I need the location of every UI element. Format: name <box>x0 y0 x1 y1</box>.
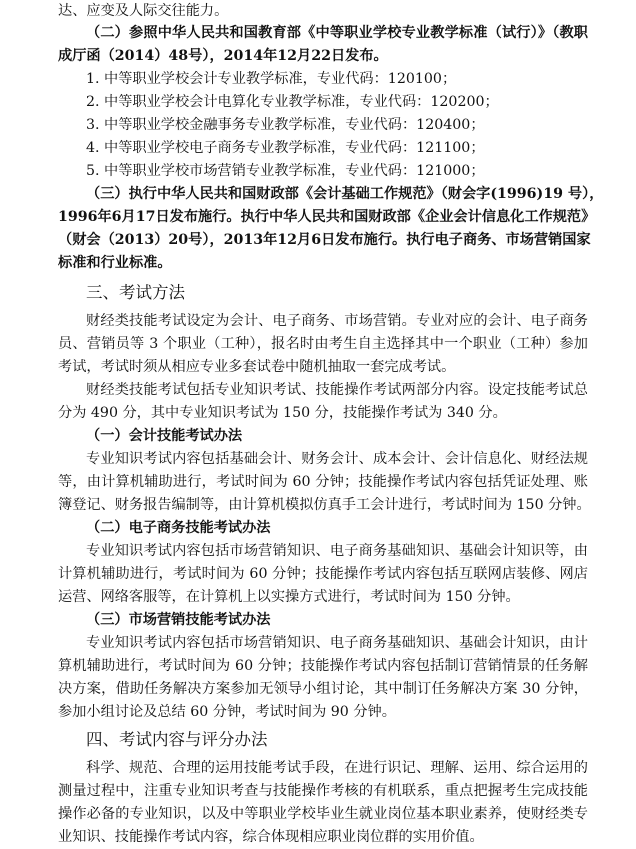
exam-content-p1-line-4: 业知识、技能操作考试内容，综合体现相应职业岗位群的实用价值。 <box>58 829 484 845</box>
accounting-exam-heading: （一）会计技能考试办法 <box>86 428 243 444</box>
standard-item-1: 1. 中等职业学校会计专业教学标准，专业代码：120100； <box>86 71 457 87</box>
section-3-heading-line-3: （财会（2013）20号），2013年12月6日发布施行。执行电子商务、市场营销国家 <box>58 232 591 248</box>
text-line: 达、应变及人际交往能力。 <box>58 3 229 19</box>
accounting-exam-line-1: 专业知识考试内容包括基础会计、财务会计、成本会计、会计信息化、财经法规 <box>86 451 588 467</box>
exam-content-heading: 四、考试内容与评分办法 <box>86 730 268 749</box>
standard-item-3: 3. 中等职业学校金融事务专业教学标准，专业代码：120400； <box>86 117 485 133</box>
exam-method-p1-line-3: 考试，考试时须从相应专业多套试卷中随机抽取一套完成考试。 <box>58 359 456 375</box>
ecommerce-exam-heading: （二）电子商务技能考试办法 <box>86 520 271 536</box>
ecommerce-exam-line-1: 专业知识考试内容包括市场营销知识、电子商务基础知识、基础会计知识等，由 <box>86 543 588 559</box>
marketing-exam-heading: （三）市场营销技能考试办法 <box>86 612 271 628</box>
marketing-exam-line-1: 专业知识考试内容包括市场营销知识、电子商务基础知识、基础会计知识，由计 <box>86 635 588 651</box>
section-3-heading-line-4: 标准和行业标准。 <box>58 255 172 271</box>
ecommerce-exam-line-2: 计算机辅助进行，考试时间为 60 分钟；技能操作考试内容包括互联网店装修、网店 <box>58 566 588 582</box>
exam-method-p2-line-2: 分为 490 分，其中专业知识考试为 150 分，技能操作考试为 340 分。 <box>58 405 507 421</box>
marketing-exam-line-3: 决方案，借助任务解决方案参加无领导小组讨论，其中制订任务解决方案 30 分钟， <box>58 681 588 697</box>
standard-item-4: 4. 中等职业学校电子商务专业教学标准，专业代码：121100； <box>86 140 485 156</box>
exam-content-p1-line-3: 操作必备的专业知识，以及中等职业学校毕业生就业岗位基本职业素养，使财经类专 <box>58 806 588 822</box>
marketing-exam-line-4: 参加小组讨论及总结 60 分钟，考试时间为 90 分钟。 <box>58 704 396 720</box>
standard-item-5: 5. 中等职业学校市场营销专业教学标准，专业代码：121000； <box>86 163 485 179</box>
section-2-heading-line-2: 成厅函（2014）48号），2014年12月22日发布。 <box>58 48 388 64</box>
ecommerce-exam-line-3: 运营、网络客服等，在计算机上以实操方式进行，考试时间为 150 分钟。 <box>58 589 520 605</box>
section-3-heading-line-1: （三）执行中华人民共和国财政部《会计基础工作规范》（财会字(1996)19 号）， <box>86 186 604 202</box>
exam-content-p1-line-1: 科学、规范、合理的运用技能考试手段，在进行识记、理解、运用、综合运用的 <box>86 760 588 776</box>
exam-method-heading: 三、考试方法 <box>86 283 185 302</box>
section-2-heading-line-1: （二）参照中华人民共和国教育部《中等职业学校专业教学标准（试行）》（教职 <box>86 25 588 41</box>
accounting-exam-line-2: 等，由计算机辅助进行，考试时间为 60 分钟；技能操作考试内容包括凭证处理、账 <box>58 474 588 490</box>
exam-method-p1-line-2: 员、营销员等 3 个职业（工种），报名时由考生自主选择其中一个职业（工种）参加 <box>58 336 588 352</box>
section-3-heading-line-2: 1996年6月17日发布施行。执行中华人民共和国财政部《企业会计信息化工作规范》 <box>58 209 596 225</box>
marketing-exam-line-2: 算机辅助进行，考试时间为 60 分钟；技能操作考试内容包括制订营销情景的任务解 <box>58 658 588 674</box>
exam-content-p1-line-2: 测量过程中，注重专业知识考查与技能操作考核的有机联系，重点把握考生完成技能 <box>58 783 588 799</box>
exam-method-p2-line-1: 财经类技能考试包括专业知识考试、技能操作考试两部分内容。设定技能考试总 <box>86 382 588 398</box>
standard-item-2: 2. 中等职业学校会计电算化专业教学标准，专业代码：120200； <box>86 94 499 110</box>
exam-method-p1-line-1: 财经类技能考试设定为会计、电子商务、市场营销。专业对应的会计、电子商务 <box>86 313 588 329</box>
accounting-exam-line-3: 簿登记、财务报告编制等，由计算机模拟仿真手工会计进行，考试时间为 150 分钟。 <box>58 497 591 513</box>
